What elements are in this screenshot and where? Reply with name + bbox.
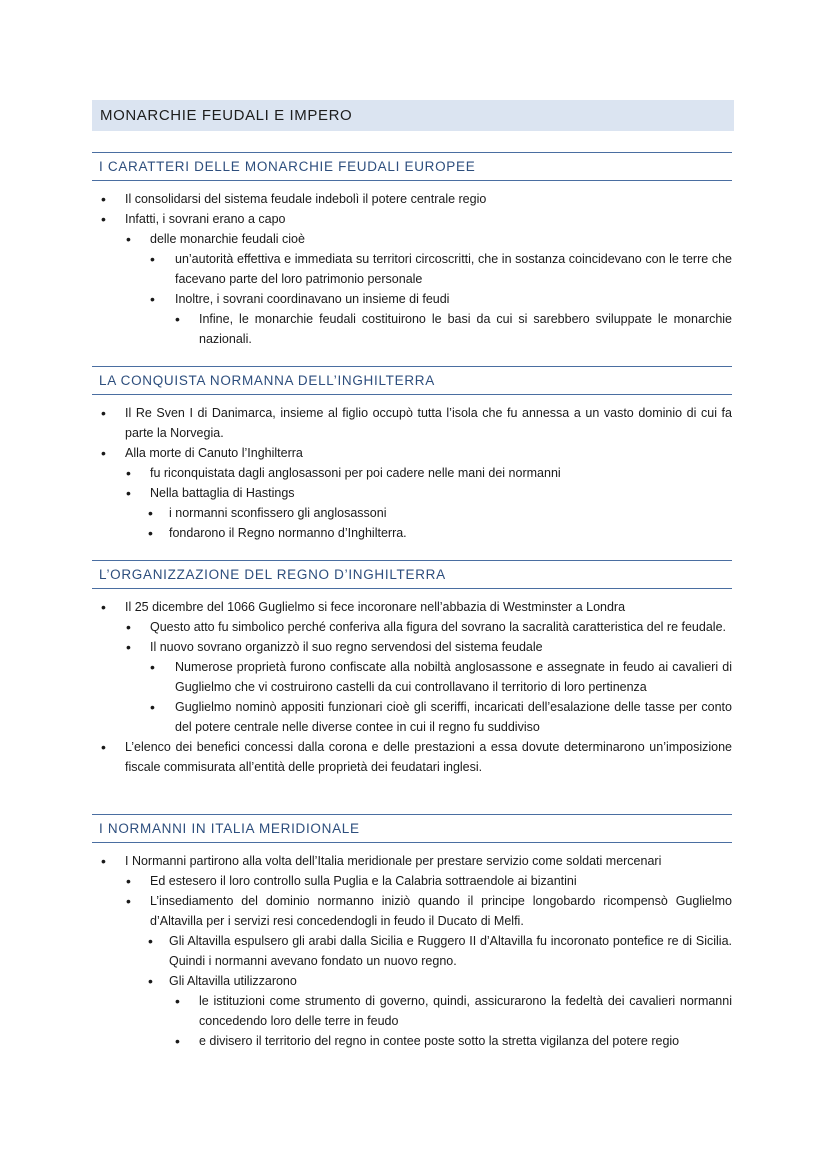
section-rule [92, 560, 732, 561]
list-item: • le istituzioni come strumento di governo, quindi, assicurarono la fedeltà dei cavalieri normanni concedendo loro delle terre in feudo [92, 991, 732, 1031]
section-normanni-italia [92, 814, 732, 1051]
list-item: • Infatti, i sovrani erano a capo [92, 209, 732, 229]
section-conquista [92, 366, 732, 543]
section-heading: L’ORGANIZZAZIONE DEL REGNO D’INGHILTERRA [92, 566, 732, 589]
section-heading: LA CONQUISTA NORMANNA DELL’INGHILTERRA [92, 372, 732, 395]
list-item: • Il Re Sven I di Danimarca, insieme al figlio occupò tutta l’isola che fu annessa a un vasto dominio di cui fa parte la Norvegia. [92, 403, 732, 443]
list-item: • i normanni sconfissero gli anglosassoni [92, 503, 732, 523]
section-organizzazione [92, 560, 732, 777]
section-heading: I NORMANNI IN ITALIA MERIDIONALE [92, 820, 732, 843]
bullet-list [92, 597, 732, 777]
list-item: • Nella battaglia di Hastings [92, 483, 732, 503]
page-title: MONARCHIE FEUDALI E IMPERO [100, 107, 353, 124]
list-item: • Guglielmo nominò appositi funzionari cioè gli sceriffi, incaricati dell’esalazione delle tasse per conto del potere centrale nelle diverse contee in cui il regno fu suddiviso [92, 697, 732, 737]
section-rule [92, 814, 732, 815]
list-item: • e divisero il territorio del regno in contee poste sotto la stretta vigilanza del potere regio [92, 1031, 732, 1051]
bullet-list [92, 403, 732, 543]
list-item: • Inoltre, i sovrani coordinavano un insieme di feudi [92, 289, 732, 309]
list-item: • Infine, le monarchie feudali costituirono le basi da cui si sarebbero sviluppate le monarchie nazionali. [92, 309, 732, 349]
list-item: • fu riconquistata dagli anglosassoni per poi cadere nelle mani dei normanni [92, 463, 732, 483]
list-item: • Il consolidarsi del sistema feudale indebolì il potere centrale regio [92, 189, 732, 209]
list-item: • un’autorità effettiva e immediata su territori circoscritti, che in sostanza coincidevano con le terre che facevano parte del loro patrimonio personale [92, 249, 732, 289]
section-rule [92, 152, 732, 153]
list-item: • Gli Altavilla utilizzarono [92, 971, 732, 991]
bullet-list [92, 189, 732, 349]
section-heading: I CARATTERI DELLE MONARCHIE FEUDALI EUROPEE [92, 158, 732, 181]
list-item: • Il nuovo sovrano organizzò il suo regno servendosi del sistema feudale [92, 637, 732, 657]
list-item: • delle monarchie feudali cioè [92, 229, 732, 249]
list-item: • fondarono il Regno normanno d’Inghilterra. [92, 523, 732, 543]
list-item: • L’insediamento del dominio normanno iniziò quando il principe longobardo ricompensò Guglielmo d’Altavilla per i servizi resi concedendogli in feudo il Ducato di Melfi. [92, 891, 732, 931]
section-caratteri [92, 152, 732, 349]
list-item: • I Normanni partirono alla volta dell’Italia meridionale per prestare servizio come soldati mercenari [92, 851, 732, 871]
list-item: • Gli Altavilla espulsero gli arabi dalla Sicilia e Ruggero II d’Altavilla fu incoronato pontefice re di Sicilia. Quindi i normanni avevano fondato un nuovo regno. [92, 931, 732, 971]
list-item: • Alla morte di Canuto l’Inghilterra [92, 443, 732, 463]
title-banner [92, 100, 734, 131]
list-item: • Numerose proprietà furono confiscate alla nobiltà anglosassone e assegnate in feudo ai cavalieri di Guglielmo che vi costruirono castelli da cui controllavano il territorio di loro pertinenza [92, 657, 732, 697]
bullet-list [92, 851, 732, 1051]
list-item: • Ed estesero il loro controllo sulla Puglia e la Calabria sottraendole ai bizantini [92, 871, 732, 891]
list-item: • L’elenco dei benefici concessi dalla corona e delle prestazioni a essa dovute determinarono un’imposizione fiscale commisurata all’entità delle proprietà dei feudatari inglesi. [92, 737, 732, 777]
section-rule [92, 366, 732, 367]
list-item: • Questo atto fu simbolico perché conferiva alla figura del sovrano la sacralità caratteristica del re feudale. [92, 617, 732, 637]
list-item: • Il 25 dicembre del 1066 Guglielmo si fece incoronare nell’abbazia di Westminster a Londra [92, 597, 732, 617]
